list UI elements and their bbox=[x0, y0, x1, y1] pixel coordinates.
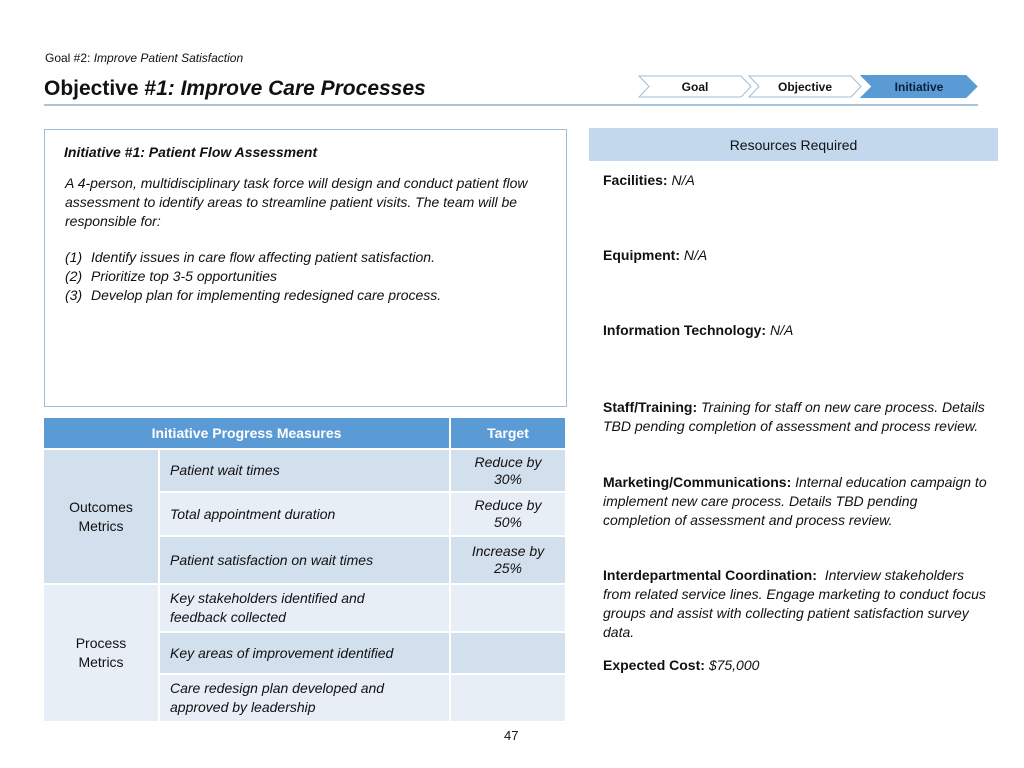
target-cell bbox=[451, 675, 565, 721]
target-cell bbox=[451, 493, 565, 535]
resource-label: Expected Cost: bbox=[603, 657, 705, 673]
header-measures: Initiative Progress Measures bbox=[44, 418, 449, 448]
group-label-line: Outcomes bbox=[69, 498, 133, 515]
list-item bbox=[65, 267, 555, 286]
group-label-line: Process bbox=[75, 635, 127, 651]
target-line: 25% bbox=[493, 560, 523, 576]
resource-value: $75,000 bbox=[708, 657, 760, 673]
breadcrumb-label: Objective bbox=[777, 79, 833, 94]
target-line: Increase by bbox=[471, 543, 545, 559]
resource-marketing bbox=[603, 473, 988, 530]
resource-label: Marketing/Communications: bbox=[603, 474, 792, 490]
measure-cell: Patient wait times bbox=[160, 450, 449, 491]
target-line: Reduce by bbox=[474, 497, 542, 513]
measure-cell: Patient satisfaction on wait times bbox=[160, 537, 449, 583]
resource-expected-cost bbox=[603, 656, 988, 675]
measure-cell: Total appointment duration bbox=[160, 493, 449, 535]
page-number: 47 bbox=[504, 728, 519, 743]
resource-equipment bbox=[603, 246, 988, 265]
title-divider bbox=[44, 104, 978, 106]
goal-name: Improve Patient Satisfaction bbox=[93, 51, 244, 65]
resource-interdepartmental bbox=[603, 566, 988, 642]
resource-value: N/A bbox=[671, 172, 695, 188]
measure-cell bbox=[160, 675, 449, 721]
target-line: 50% bbox=[493, 514, 523, 530]
resource-label: Facilities: bbox=[603, 172, 668, 188]
breadcrumb-step-initiative[interactable] bbox=[860, 75, 978, 98]
resource-it bbox=[603, 321, 988, 340]
resource-value: Internal education campaign to implement new care process. Details TBD pending completion of assessment and process review. bbox=[603, 474, 987, 528]
page-title bbox=[44, 77, 426, 101]
table-row bbox=[44, 585, 565, 631]
group-label-line: Metrics bbox=[78, 517, 124, 534]
resource-value: N/A bbox=[683, 247, 708, 263]
progress-measures-table bbox=[42, 416, 567, 723]
breadcrumb-step-objective[interactable] bbox=[748, 75, 862, 98]
measure-line: Key stakeholders identified and bbox=[170, 590, 365, 606]
responsibilities-list bbox=[65, 248, 555, 305]
initiative-title: Initiative #1: Patient Flow Assessment bbox=[64, 144, 318, 160]
resource-label: Information Technology: bbox=[603, 322, 767, 338]
resource-value: Interview stakeholders from related service lines. Engage marketing to conduct focus groups and assist with collecting patient satisfaction survey data. bbox=[603, 567, 986, 640]
breadcrumb-step-goal[interactable] bbox=[638, 75, 752, 98]
goal-subtitle bbox=[45, 51, 243, 65]
goal-prefix: Goal #2: bbox=[45, 51, 94, 65]
list-number: (1) bbox=[65, 249, 83, 265]
list-text: Identify issues in care flow affecting patient satisfaction. bbox=[91, 249, 435, 265]
resource-staff-training bbox=[603, 398, 988, 436]
list-number: (3) bbox=[65, 287, 83, 303]
list-number: (2) bbox=[65, 268, 83, 284]
group-label-line: Metrics bbox=[78, 654, 124, 670]
list-text: Develop plan for implementing redesigned care process. bbox=[91, 287, 442, 303]
resource-facilities bbox=[603, 171, 988, 190]
group-process-metrics bbox=[44, 585, 158, 721]
measure-cell: Key areas of improvement identified bbox=[160, 633, 449, 673]
target-cell bbox=[451, 633, 565, 673]
measure-line: Care redesign plan developed and bbox=[170, 680, 385, 696]
breadcrumb bbox=[638, 75, 978, 98]
initiative-description: A 4-person, multidisciplinary task force will design and conduct patient flow assessment to identify areas to streamline patient visits. The team will be responsible for: bbox=[65, 175, 528, 229]
list-item bbox=[65, 286, 555, 305]
measure-cell bbox=[160, 585, 449, 631]
table-row bbox=[44, 450, 565, 491]
target-cell bbox=[451, 585, 565, 631]
measure-line: feedback collected bbox=[170, 609, 286, 625]
header-target: Target bbox=[451, 418, 565, 448]
resource-value: Training for staff on new care process. Details TBD pending completion of assessment and process review. bbox=[603, 399, 985, 434]
initiative-panel bbox=[44, 129, 567, 407]
target-cell bbox=[451, 537, 565, 583]
resource-value: N/A bbox=[769, 322, 794, 338]
resource-label: Interdepartmental Coordination: bbox=[603, 567, 817, 583]
objective-name: 1: Improve Care Processes bbox=[156, 77, 426, 100]
group-outcomes-metrics bbox=[44, 450, 158, 583]
target-line: 30% bbox=[493, 470, 523, 487]
breadcrumb-label: Goal bbox=[681, 79, 709, 94]
table-header-row bbox=[44, 418, 565, 448]
resource-label: Equipment: bbox=[603, 247, 680, 263]
resource-label: Staff/Training: bbox=[603, 399, 698, 415]
resources-header: Resources Required bbox=[589, 128, 998, 161]
list-item bbox=[65, 248, 555, 267]
objective-prefix: Objective # bbox=[44, 77, 157, 100]
measure-line: approved by leadership bbox=[170, 699, 316, 715]
target-line: Reduce by bbox=[474, 453, 542, 470]
list-text: Prioritize top 3-5 opportunities bbox=[91, 268, 277, 284]
target-cell bbox=[451, 450, 565, 491]
breadcrumb-label: Initiative bbox=[894, 79, 944, 94]
